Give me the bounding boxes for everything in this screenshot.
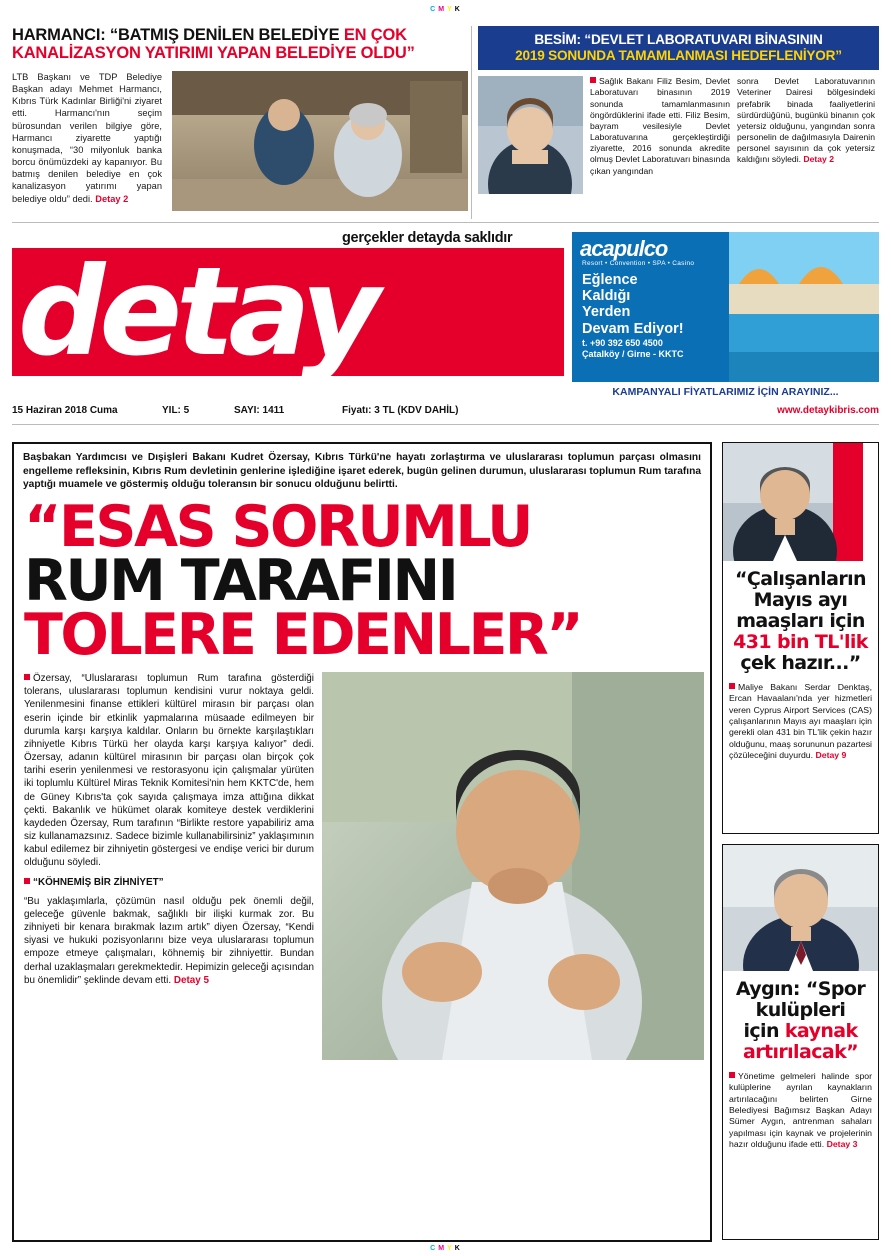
- besim-page-ref: Detay 2: [803, 154, 834, 165]
- top-left-page-ref: Detay 2: [95, 193, 129, 204]
- acapulco-subtitle: Resort • Convention • SPA • Casino: [582, 260, 695, 267]
- masthead-info-bar: [12, 404, 879, 420]
- denktas-headline-amount: 431 bin TL'lik: [733, 631, 868, 653]
- top-left-body: LTB Başkanı ve TDP Belediye Başkan adayı Mehmet Harmancı, Kıbrıs Türk Kadınlar Birliği'ni ziyaret etti. Harmancı'nın seçim bürosundan verilen bilgiye göre, Harmancı ziyarette yaptığı konuşmada, “30 milyonluk banka borcu önümüzdeki ay kapanıyor. Bu batmış denilen belediye en çok kanalizasyon yatırımı yapan belediye oldu” dedi.: [12, 71, 162, 204]
- masthead-bottom-rule: [12, 424, 879, 425]
- besim-banner-line1: BESİM: “DEVLET LABORATUVARI BİNASININ: [534, 32, 823, 47]
- headline-line-2: RUM TARAFINI: [24, 548, 457, 615]
- aygin-body-text: Yönetime gelmeleri halinde spor kulüplerine ayrılan kaynakların artırılacağını belirten Girne Belediyesi Bağımsız Başkan Adayı Sümer Aygın, antrenman sahaları yapılması için kaynak ve projelerinin hazır olduğunu ifade etti.: [729, 1071, 872, 1149]
- top-left-body-text: [12, 71, 162, 205]
- aygin-headline-line3: için: [743, 1020, 779, 1042]
- photo-illustration: [723, 845, 878, 971]
- cmyk-registration-mark-bottom: C M Y K: [430, 1245, 461, 1252]
- lead-subheading-text: “KÖHNEMİŞ BİR ZİHNİYET”: [33, 876, 164, 888]
- right-sidebar: [722, 442, 879, 1242]
- acapulco-slogan-line1: Eğlence: [582, 272, 638, 288]
- aygin-headline: [723, 971, 878, 1067]
- bullet-square-icon: [24, 674, 30, 680]
- masthead: [12, 228, 879, 418]
- aygin-headline-red2: artırılacak”: [742, 1041, 858, 1063]
- lead-body-1: Özersay, “Uluslararası toplumun Rum tarafına gösterdiği tolerans, uluslararası toplumun kendisini vurur noktaya geldi. Yenilenmesini finanse ettikleri kültürel mirasın bir parçası olan eserin içinde bir etkinlik yapmalarına müsaade edilmeyen bir durumla karşı karşıya kaldılar. Onların bu örnekte karşılaştıkları zihniyetle Kıbrıs Türkü her olayda karşı karşıya kalıyor” dedi. Özersay, adanın kültürel mirasının bir parçası olan birçok çok tarihi eserin yenilenmesi ve restorasyonu için çalışmalar yürüten iki toplumlu Kültürel Miras Teknik Komitesi'nin hem KKTC'de, hem de Güney Kıbrıs'ta çok sayıda çalışmaya imza attığına dikkat çekti. Bakanlık ve hükümet olarak komiteye destek verdiklerini kaydeden Özersay, Rum tarafının “Birlikte restore yapabiliriz ama siz kullanamazsınız. Sadece bizimle kullanabilirsiniz” yaklaşımının kabul edilemez bir zihniyetin göstergesi ve endişe verici bir durum olduğunu söyledi.: [24, 673, 314, 869]
- top-stories-strip: [12, 26, 879, 219]
- harmanci-ziyaret-photo: [172, 71, 468, 211]
- lead-body-2: “Bu yaklaşımlarla, çözümün nasıl olduğu pek önemli değil, geleceğe güvenle bakmak, sağlıklı bir ilişki kurmak zor. Bu zihniyeti bir kenara bırakmak lazım artık” diyen Özersay, “Kendi siyasi ve hukuki pozisyonlarını bize veya uluslararası toplumun empoze etmeye çalışmaları, köhnemiş bir zihniyettir. Bundan derhal uzaklaşmaları gerekmektedir. Hepimizin geleceği açısından bu önemlidir” şeklinde devam etti.: [24, 895, 314, 986]
- lead-page-ref: Detay 5: [173, 974, 209, 986]
- detay-logo[interactable]: [12, 241, 564, 383]
- denktas-body-text: Maliye Bakanı Serdar Denktaş, Ercan Havaalanı'nda yer hizmetleri veren Cyprus Airport Services (CAS) çalışanlarının Mayıs ayı maaşları için gerekli olan 431 bin TL'lik çekin hazır olduğunu, maaş sorununun pazartesi çözüleceğini duyurdu.: [729, 682, 872, 760]
- aygin-headline-line1: Aygın: “Spor: [735, 978, 866, 1000]
- denktas-body: [723, 678, 878, 767]
- top-right-story[interactable]: [478, 26, 879, 219]
- bullet-square-icon: [729, 1072, 735, 1078]
- vertical-divider: [471, 26, 472, 219]
- lead-story[interactable]: [12, 442, 712, 1242]
- denktas-headline-line1: “Çalışanların: [735, 568, 866, 590]
- lead-story-text: [24, 672, 314, 993]
- denktas-headline-line3: maaşları için: [736, 610, 865, 632]
- top-left-headline-part1: HARMANCI: “BATMIŞ DENİLEN BELEDİYE: [12, 26, 344, 44]
- besim-col2-text: sonra Devlet Laboratuvarının Veteriner Dairesi bölgesindeki prefabrik binada faaliyetlerini sürdürdüğünü, bugünkü binanın çok yetersiz olduğunu, yangından sonra personelin de dağılmasıyla Dairenin personel sayısının da çok yetersiz kaldığını söyledi.: [737, 76, 875, 165]
- acapulco-brand: acapulco: [580, 236, 668, 261]
- aygin-page-ref: Detay 3: [826, 1138, 858, 1149]
- denktas-page-ref: Detay 9: [815, 749, 847, 760]
- denktas-headline: [723, 561, 878, 678]
- photo-illustration: [723, 443, 878, 561]
- top-left-story[interactable]: [12, 26, 468, 219]
- aygin-headline-red1: kaynak: [784, 1020, 858, 1042]
- besim-text-column-2: [737, 76, 875, 194]
- lead-story-headline: [14, 494, 710, 669]
- ozersay-photo: [322, 672, 704, 1060]
- besim-text-column-1: [590, 76, 730, 194]
- filiz-besim-photo: [478, 76, 583, 194]
- acapulco-contact: [582, 338, 684, 361]
- aygin-body: [723, 1067, 878, 1156]
- sidebar-story-aygin[interactable]: [722, 844, 879, 1240]
- lead-subheading: [24, 876, 314, 889]
- acapulco-slogan-line4: Devam Ediyor!: [582, 320, 684, 337]
- besim-banner-line2: 2019 SONUNDA TAMAMLANMASI HEDEFLENİYOR”: [515, 47, 842, 63]
- lead-story-kicker: Başbakan Yardımcısı ve Dışişleri Bakanı Kudret Özersay, Kıbrıs Türkü'ne hayatı zorlaştırma ve uluslararası toplumun parçası olmasını engelleme refleksinin, Kıbrıs Rum devletinin genlerine işlediğine işaret ederek, bugün gelinen durumun, uluslararası toplumun Rum tarafına yaptığı muamele ve göstermiş olduğu toleransın bir sonucu olduğunu belirtti.: [23, 452, 701, 491]
- acapulco-slogan-line2: Kaldığı: [582, 288, 631, 305]
- top-left-headline-em1: EN ÇOK: [343, 26, 407, 44]
- bullet-square-icon: [729, 683, 735, 689]
- serdar-denktas-photo: [723, 443, 878, 561]
- denktas-headline-line4: çek hazır...”: [740, 652, 861, 674]
- besim-banner: [478, 26, 879, 70]
- bullet-square-icon: [24, 878, 30, 884]
- price-label: Fiyatı: 3 TL (KDV DAHİL): [342, 405, 459, 416]
- top-left-headline: [12, 26, 468, 63]
- acapulco-phone: t. +90 392 650 4500: [582, 338, 663, 348]
- publication-year: YIL: 5: [162, 405, 190, 416]
- main-content: [12, 442, 879, 1242]
- cmyk-registration-mark-top: C M Y K: [430, 6, 461, 13]
- publication-date: 15 Haziran 2018 Cuma: [12, 405, 118, 416]
- acapulco-slogan-line3: Yerden: [582, 304, 631, 321]
- strip-bottom-rule: [12, 222, 879, 223]
- acapulco-location: Çatalköy / Girne - KKTC: [582, 349, 684, 360]
- photo-illustration: [322, 672, 704, 1060]
- masthead-slogan: gerçekler detayda saklıdır: [342, 230, 513, 246]
- headline-line-1: “ESAS SORUMLU: [24, 494, 531, 561]
- website-link[interactable]: www.detaykibris.com: [777, 405, 879, 416]
- photo-illustration: [172, 71, 468, 211]
- aygin-headline-line2: kulüpleri: [755, 999, 846, 1021]
- sidebar-story-denktas[interactable]: [722, 442, 879, 834]
- besim-col1-text: Sağlık Bakanı Filiz Besim, Devlet Laboratuvarı binasının 2019 sonunda tamamlanmasının öngördüklerini ifade etti. Filiz Besim, bayram vesilesiyle Devlet Laboratuvarına gerçekleştirdiği ziyarette, 2016 sonunda akredite olmuş Devlet Laboratuvarı binasında çıkan yangından: [590, 76, 730, 176]
- acapulco-campaign-strip: KAMPANYALI FİYATLARIMIZ İÇİN ARAYINIZ...: [572, 384, 879, 400]
- acapulco-resort-photo: [729, 232, 879, 382]
- lead-paragraph-1: [24, 672, 314, 870]
- acapulco-slogan: [582, 272, 684, 337]
- top-left-headline-em2: KANALİZASYON YATIRIMI YAPAN BELEDİYE OLDU”: [12, 44, 415, 63]
- sumer-aygin-photo: [723, 845, 878, 971]
- bullet-square-icon: [590, 77, 596, 83]
- lead-paragraph-2: [24, 895, 314, 987]
- acapulco-advertisement[interactable]: [572, 232, 879, 382]
- issue-number: SAYI: 1411: [234, 405, 285, 416]
- photo-illustration: [478, 76, 583, 194]
- headline-line-3: TOLERE EDENLER”: [24, 602, 582, 669]
- detay-logo-text: detay: [18, 241, 375, 383]
- denktas-headline-line2: Mayıs ayı: [753, 589, 848, 611]
- photo-illustration: [729, 232, 879, 382]
